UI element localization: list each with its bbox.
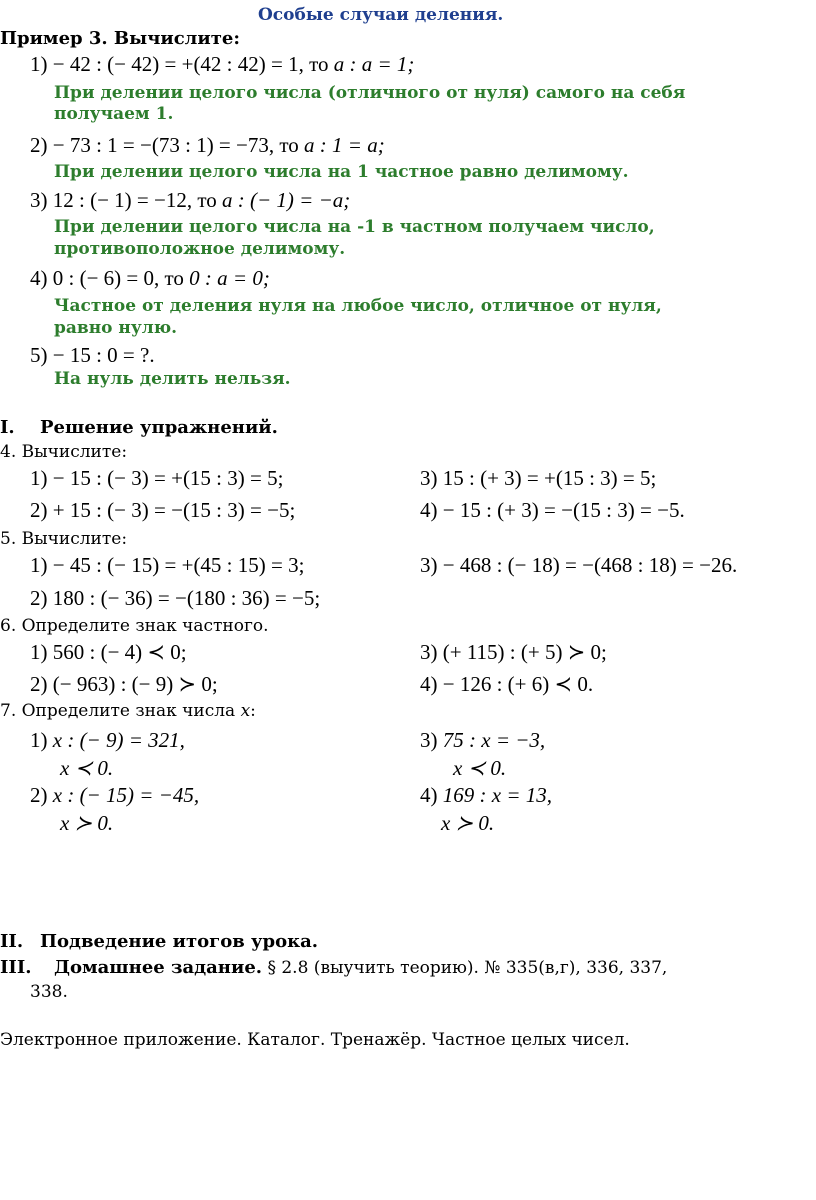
math-expression: 180 : (− 36) = −(180 : 36) = −5; — [52, 586, 321, 610]
item-number: 4) — [30, 266, 48, 290]
homework-text: § 2.8 (выучить теорию). № 335(в,г), 336, 337, — [262, 958, 668, 978]
exercise-7-item-4 — [420, 783, 552, 807]
exercise-4-item-2 — [30, 498, 295, 522]
math-rule: a : (− 1) = −a; — [222, 188, 351, 212]
math-expression: x : (− 15) = −45, — [52, 783, 200, 807]
section-number: II. — [0, 931, 24, 952]
item-number: 2) — [30, 498, 48, 522]
exercise-7-item-2 — [30, 783, 199, 807]
example-item-5 — [30, 343, 155, 367]
example-note-4a: Частное от деления нуля на любое число, отличное от нуля, — [54, 296, 662, 316]
example-note-1b: получаем 1. — [54, 104, 174, 124]
math-rule: 0 : a = 0; — [189, 266, 270, 290]
item-number: 3) — [420, 466, 438, 490]
item-number: 5) — [30, 343, 48, 367]
section-title: Домашнее задание. — [54, 957, 263, 978]
exercise-7-item-3 — [420, 728, 545, 752]
item-number: 1) — [30, 640, 48, 664]
heading-variable: x — [240, 701, 251, 721]
item-number: 2) — [30, 586, 48, 610]
math-expression: 15 : (+ 3) = +(15 : 3) = 5; — [442, 466, 657, 490]
exercise-6-item-3 — [420, 640, 607, 664]
exercise-6-item-4 — [420, 672, 593, 696]
math-expression: − 15 : (− 3) = +(15 : 3) = 5; — [52, 466, 284, 490]
item-number: 4) — [420, 783, 438, 807]
item-number: 2) — [30, 133, 48, 157]
math-connector: , то — [186, 188, 217, 212]
section-title: Подведение итогов урока. — [40, 931, 319, 952]
example-item-4 — [30, 266, 270, 290]
math-expression: x : (− 9) = 321, — [52, 728, 185, 752]
item-number: 4) — [420, 672, 438, 696]
section-2-heading — [0, 932, 318, 953]
exercise-5-item-2 — [30, 586, 320, 610]
math-expression: (− 963) : (− 9) ≻ 0; — [52, 672, 218, 696]
example-note-3b: противоположное делимому. — [54, 239, 346, 259]
item-number: 2) — [30, 672, 48, 696]
exercise-4-item-1 — [30, 466, 283, 490]
math-answer: x ≻ 0. — [441, 811, 495, 835]
math-expression: − 15 : 0 = ?. — [52, 343, 155, 367]
page-title: Особые случаи деления. — [258, 5, 504, 25]
math-expression: 0 : (− 6) = 0 — [52, 266, 155, 290]
math-expression: 75 : x = −3, — [442, 728, 546, 752]
math-expression: (+ 115) : (+ 5) ≻ 0; — [442, 640, 607, 664]
section-number: I. — [0, 417, 15, 438]
math-rule: a : 1 = a; — [304, 133, 385, 157]
exercise-4-heading: 4. Вычислите: — [0, 442, 128, 462]
math-expression: + 15 : (− 3) = −(15 : 3) = −5; — [52, 498, 296, 522]
math-expression: 12 : (− 1) = −12 — [52, 188, 187, 212]
math-expression: − 126 : (+ 6) ≺ 0. — [442, 672, 594, 696]
item-number: 1) — [30, 52, 48, 76]
exercise-7-answer-3 — [453, 756, 506, 780]
exercise-7-heading: 7. Определите знак числа x: — [0, 701, 256, 721]
item-number: 1) — [30, 728, 48, 752]
math-expression: 560 : (− 4) ≺ 0; — [52, 640, 187, 664]
exercise-4-item-4 — [420, 498, 685, 522]
section-1-heading — [0, 418, 278, 439]
example-note-4b: равно нулю. — [54, 318, 178, 338]
section-3-heading — [0, 958, 667, 979]
exercise-7-answer-2 — [60, 811, 113, 835]
item-number: 3) — [30, 188, 48, 212]
math-expression: − 468 : (− 18) = −(468 : 18) = −26. — [442, 553, 738, 577]
exercise-7-item-1 — [30, 728, 185, 752]
electronic-appendix-note: Электронное приложение. Каталог. Тренажёр. Частное целых чисел. — [0, 1030, 630, 1050]
math-answer: x ≺ 0. — [60, 756, 114, 780]
example-item-1 — [30, 52, 414, 76]
example-note-2: При делении целого числа на 1 частное равно делимому. — [54, 162, 629, 182]
item-number: 1) — [30, 553, 48, 577]
example-item-2 — [30, 133, 385, 157]
exercise-7-answer-1 — [60, 756, 113, 780]
math-expression: − 73 : 1 = −(73 : 1) = −73 — [52, 133, 269, 157]
exercise-6-item-1 — [30, 640, 187, 664]
exercise-6-heading: 6. Определите знак частного. — [0, 616, 269, 636]
section-number: III. — [0, 957, 32, 978]
math-expression: − 45 : (− 15) = +(45 : 15) = 3; — [52, 553, 305, 577]
math-connector: , то — [298, 52, 329, 76]
item-number: 3) — [420, 728, 438, 752]
example-heading: Пример 3. Вычислите: — [0, 28, 240, 49]
exercise-6-item-2 — [30, 672, 218, 696]
item-number: 3) — [420, 553, 438, 577]
exercise-4-item-3 — [420, 466, 656, 490]
example-item-3 — [30, 188, 350, 212]
homework-text-continued: 338. — [30, 982, 68, 1002]
exercise-5-heading: 5. Вычислите: — [0, 529, 128, 549]
math-rule: a : a = 1; — [333, 52, 415, 76]
exercise-5-item-1 — [30, 553, 304, 577]
item-number: 2) — [30, 783, 48, 807]
item-number: 3) — [420, 640, 438, 664]
item-number: 1) — [30, 466, 48, 490]
math-expression: − 42 : (− 42) = +(42 : 42) = 1 — [52, 52, 299, 76]
math-connector: , то — [154, 266, 184, 290]
example-note-5: На нуль делить нельзя. — [54, 369, 291, 389]
example-note-3a: При делении целого числа на -1 в частном получаем число, — [54, 217, 655, 237]
section-title: Решение упражнений. — [40, 417, 278, 438]
math-expression: 169 : x = 13, — [442, 783, 552, 807]
math-connector: , то — [268, 133, 299, 157]
exercise-7-answer-4 — [441, 811, 494, 835]
math-answer: x ≺ 0. — [453, 756, 507, 780]
math-expression: − 15 : (+ 3) = −(15 : 3) = −5. — [442, 498, 685, 522]
item-number: 4) — [420, 498, 438, 522]
example-note-1a: При делении целого числа (отличного от нуля) самого на себя — [54, 83, 686, 103]
exercise-5-item-3 — [420, 553, 737, 577]
math-answer: x ≻ 0. — [60, 811, 114, 835]
